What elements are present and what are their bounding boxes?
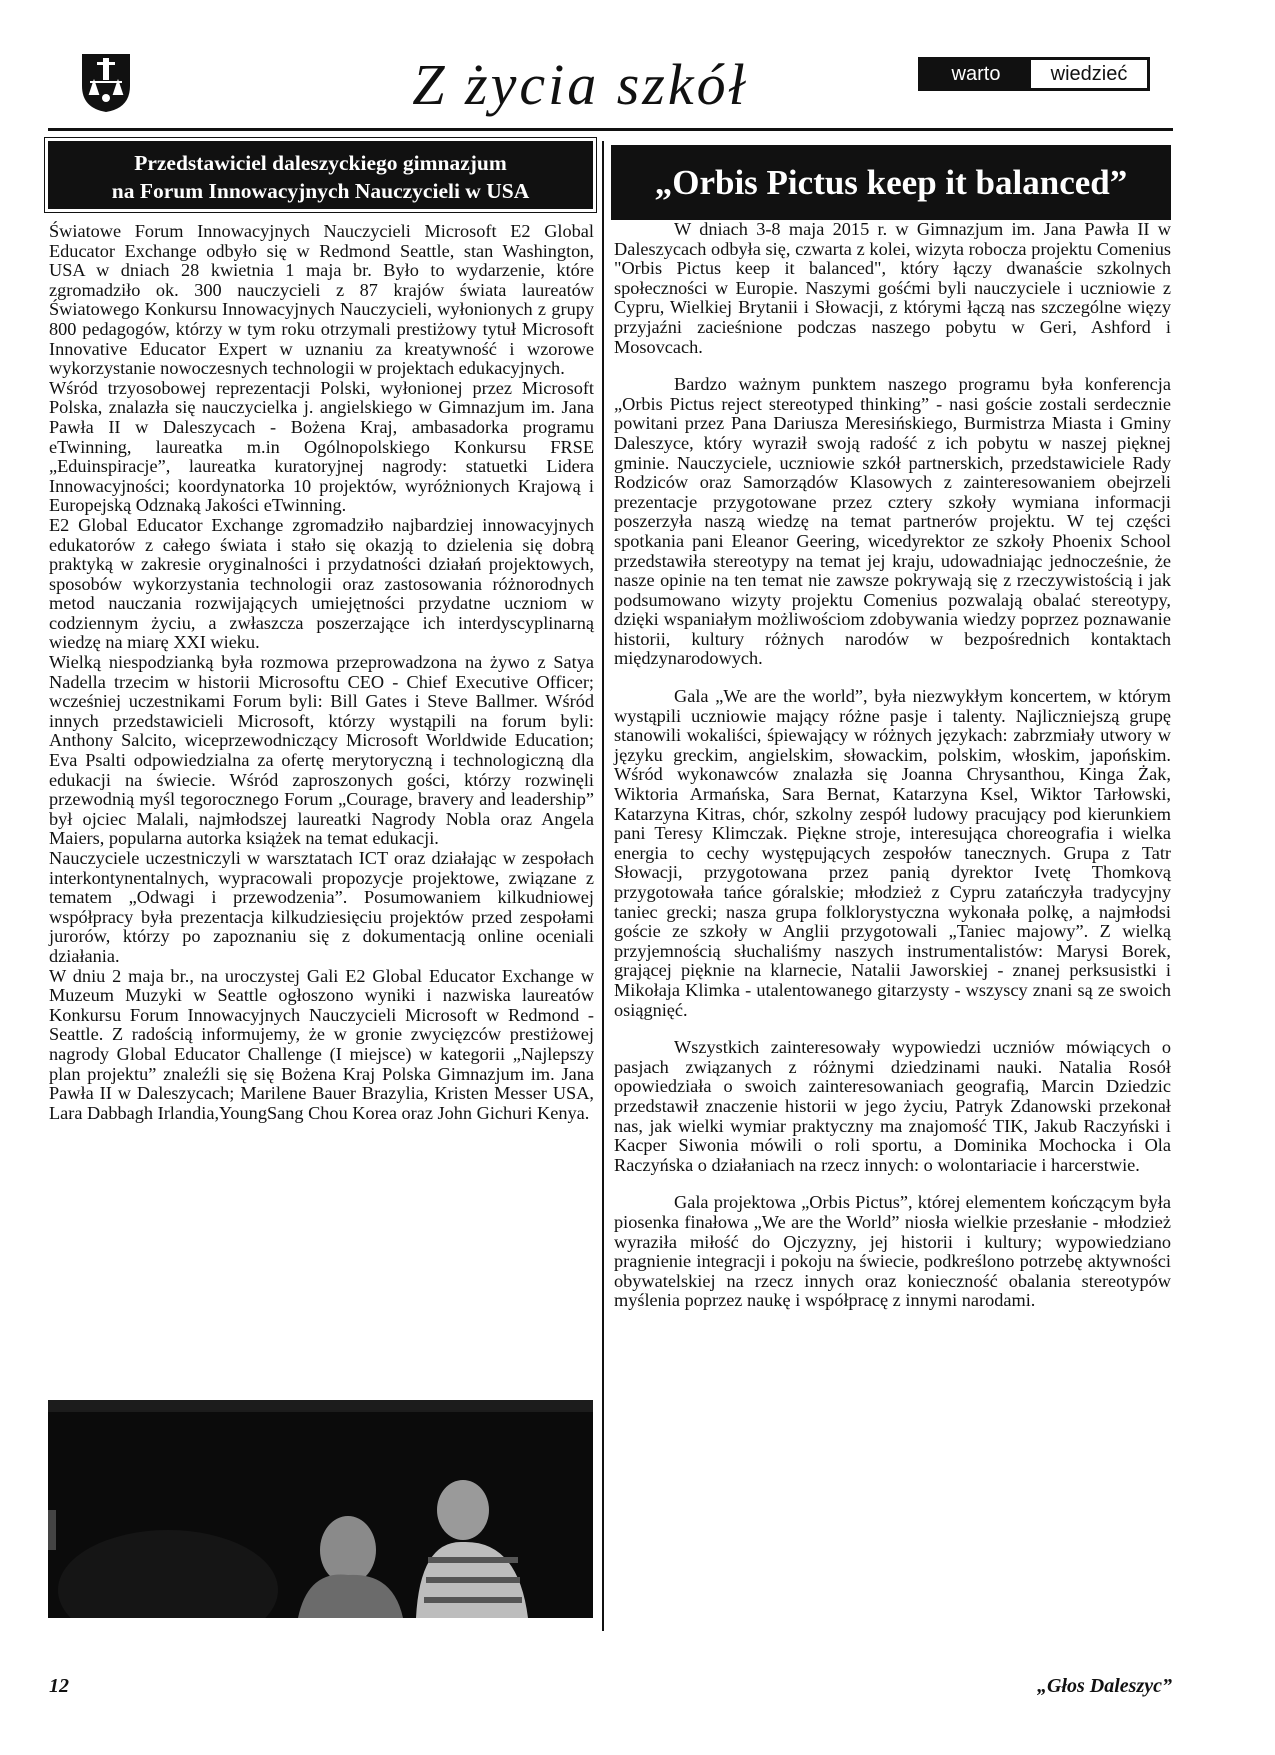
header-rule <box>48 128 1173 131</box>
left-paragraph: Nauczyciele uczestniczyli w warsztatach ICT oraz działając w zespołach interkontynentalnych, wypracowali propozycje projektowe, związane z tematem „Odwagi i przewodzenia”. Posumowaniem kilkudniowej współpracy była prezentacja kilkudziesięciu projektów przed zespołami jurorów, którzy po zapoznaniu się z dokumentacją online oceniali działania. <box>49 848 594 966</box>
right-article-body <box>614 220 1171 1329</box>
left-headline-line-2: na Forum Innowacyjnych Nauczycieli w USA <box>111 179 530 203</box>
left-paragraph: Wśród trzyosobowej reprezentacji Polski, wyłonionej przez Microsoft Polska, znalazła się nauczycielka j. angielskiego w Gimnazjum im. Jana Pawła II w Daleszycach - Bożena Kraj, ambasadorka programu eTwinning, laureatka m.in Ogólnopolskiego Konkursu FRSE „Eduinspiracje”, laureatka kuratoryjnej nagrody: statuetki Lidera Innowacyjności; koordynatorka 10 projektów, wyróżnionych Krajową i Europejską Odznaką Jakości eTwinning. <box>49 377 594 516</box>
left-article-headline <box>48 141 593 209</box>
warto-wiedziec-badge <box>918 57 1150 91</box>
right-paragraph: W dniach 3-8 maja 2015 r. w Gimnazjum im. Jana Pawła II w Daleszycach odbyła się, czwarta z kolei, wizyta robocza projektu Comenius "Orbis Pictus keep it balanced", który łączy dwanaście szkolnych społeczności w Europie. Naszymi gośćmi byli nauczyciele i uczniowie z Cypru, Wielkiej Brytanii i Słowacji, z którymi łączą nas szczególne więzy przyjaźni zacieśnione podczas naszego pobytu w Geri, Ashford i Mosovcach. <box>614 219 1171 357</box>
publication-name: „Głos Daleszyc” <box>1037 1675 1172 1697</box>
left-paragraph: Wielką niespodzianką była rozmowa przeprowadzona na żywo z Satya Nadella trzecim w historii Microsoftu CEO - Chief Executive Officer; wcześniej uczestnikami Forum byli: Bill Gates i Steve Ballmer. Wśród innych przedstawicieli Microsoft, którzy wystąpili na forum byli: Anthony Salcito, wiceprzewodniczący Microsoft Worldwide Education; Eva Psalti odpowiedzialna za ofertę merytoryczną i technologiczną dla edukacji na świecie. Wśród zaproszonych gości, którzy rozwinęli przewodnią myśl tegorocznego Forum „Courage, bravery and leadership” był ojciec Malali, najmłodszej laureatki Nagrody Nobla oraz Angela Maiers, popularna autorka książek na temat edukacji. <box>49 652 594 849</box>
badge-left-label: warto <box>921 60 1031 88</box>
left-article-body <box>49 222 594 1123</box>
column-divider <box>602 141 604 1631</box>
coat-of-arms-icon <box>80 52 132 114</box>
right-article-headline: „Orbis Pictus keep it balanced” <box>611 145 1171 220</box>
page-number: 12 <box>49 1675 69 1697</box>
right-paragraph: Bardzo ważnym punktem naszego programu była konferencja „Orbis Pictus reject stereotyped thinking” - nasi goście zostali serdecznie powitani przez Pana Dariusza Meresińskiego, Burmistrza Miasta i Gminy Daleszyce, który wyraził swoją radość z ich pobytu w naszej pięknej gminie. Nauczyciele, uczniowie szkół partnerskich, przedstawiciele Rady Rodziców oraz Samorządów Klasowych z zainteresowaniem obejrzeli prezentacje przygotowane przez cztery szkoły wymiana informacji poszerzyła naszą wiedzę na temat partnerów projektu. W tej części spotkania pani Eleanor Geering, wicedyrektor ze szkoły Phoenix School przedstawiła stereotypy na temat jej kraju, udowadniając jednocześnie, że nasze opinie na ten temat nie zawsze pokrywają się z rzeczywistością i jak podsumowano wizyty projektu Comenius pozwalają obalać stereotypy, dzięki wspaniałym możliwościom zdobywania wiedzy poprzez poznawanie historii, kultury różnych narodów w bezpośrednich kontaktach międzynarodowych. <box>614 374 1171 669</box>
right-paragraph: Wszystkich zainteresowały wypowiedzi uczniów mówiących o pasjach związanych z różnymi dziedzinami nauki. Natalia Rosół opowiedziała o swoich zainteresowaniach geografią, Marcin Dziedzic przedstawił znaczenie historii w jego życiu, Patryk Zdanowski przekonał nas, jak wielki wymiar praktyczny ma znajomość TIK, Jakub Raczyński i Kacper Siwonia mówili o roli sportu, a Dominika Mochocka i Ola Raczyńska o działaniach na rzecz innych: o wolontariacie i harcerstwie. <box>614 1037 1171 1175</box>
left-paragraph: W dniu 2 maja br., na uroczystej Gali E2 Global Educator Exchange w Muzeum Muzyki w Seattle ogłoszono wyniki i nazwiska laureatów Konkursu Forum Innowacyjnych Nauczycieli Microsoft w Redmond - Seattle. Z radością informujemy, że w gronie zwycięzców prestiżowej nagrody Global Educator Challenge (I miejsce) w kategorii „Najlepszy plan projektu” znaleźli się się Bożena Kraj Polska Gimnazjum im. Jana Pawła II w Daleszycach; Marilene Bauer Brazylia, Kristen Messer USA, Lara Dabbagh Irlandia,YoungSang Chou Korea oraz John Gichuri Kenya. <box>49 965 594 1123</box>
left-headline-line-1: Przedstawiciel daleszyckiego gimnazjum <box>134 151 507 175</box>
right-paragraph: Gala projektowa „Orbis Pictus”, której elementem kończącym była piosenka finałowa „We are the World” niosła wielkie przesłanie - młodzież wyraziła miłość do Ojczyzny, jej historii i kultury; wypowiedziano pragnienie integracji i pokoju na świecie, podkreślono potrzebę aktywności obywatelskiej na rzecz innych oraz konieczność obalania stereotypów myślenia poprzez naukę i współpracę z innymi narodami. <box>614 1192 1171 1311</box>
section-title: Z życia szkół <box>412 52 748 117</box>
badge-right-label: wiedzieć <box>1031 60 1147 88</box>
event-photo <box>48 1400 593 1618</box>
left-paragraph: Światowe Forum Innowacyjnych Nauczycieli Microsoft E2 Global Educator Exchange odbyło się w Redmond Seattle, stan Washington, USA w dniach 28 kwietnia 1 maja br. Było to wydarzenie, które zgromadziło ok. 300 nauczycieli z 87 krajów świata laureatów Światowego Konkursu Innowacyjnych Nauczycieli, wyłonionych z grupy 800 pedagogów, którzy w tym roku otrzymali prestiżowy tytuł Microsoft Innovative Educator Expert w uznaniu za kreatywność i wzorowe wykorzystanie nowoczesnych technologii w projektach edukacyjnych. <box>49 221 594 379</box>
right-paragraph: Gala „We are the world”, była niezwykłym koncertem, w którym wystąpili uczniowie mający różne pasje i talenty. Najliczniejszą grupę stanowili wokaliści, śpiewający w różnych językach: zabrzmiały utwory w języku greckim, angielskim, słowackim, polskim, włoskim, japońskim. Wśród wykonawców znalazła się Joanna Chrysanthou, Kinga Żak, Wiktoria Armańska, Sara Bernat, Katarzyna Ksel, Wiktor Tarłowski, Katarzyna Kitras, chór, szkolny zespół ludowy pracujący pod kierunkiem pani Teresy Klimczak. Piękne stroje, interesująca choreografia i wielka energia to cechy występujących zespołów tanecznych. Grupa z Tatr Słowacji, przygotowana przez panią dyrektor Ivetę Thomkovą przygotowała tańce góralskie; młodzież z Cypru zatańczyła tradycyjny taniec grecki; nasza grupa folklorystyczna wykonała polkę, a najmłodsi goście ze szkoły w Anglii przygotowali „Taniec majowy”. Z wielką przyjemnością słuchaliśmy naszych instrumentalistów: Marysi Borek, grającej pięknie na klarnecie, Natalii Jaworskiej - znanej perksusistki i Mikołaja Klimka - utalentowanego gitarzysty - wszyscy znani są ze swoich osiągnięć. <box>614 686 1171 1020</box>
left-paragraph: E2 Global Educator Exchange zgromadziło najbardziej innowacyjnych edukatorów z całego świata i stało się okazją to dzielenia się dobrą praktyką w zakresie oryginalności i przydatności działań projektowych, sposobów wykorzystania technologii oraz zastosowania różnorodnych metod nauczania rozwijających umiejętności przydatne uczniom w codziennym życiu, a zwłaszcza poszerzające ich interdyscyplinarną wiedzę na miarę XXI wieku. <box>49 514 594 653</box>
